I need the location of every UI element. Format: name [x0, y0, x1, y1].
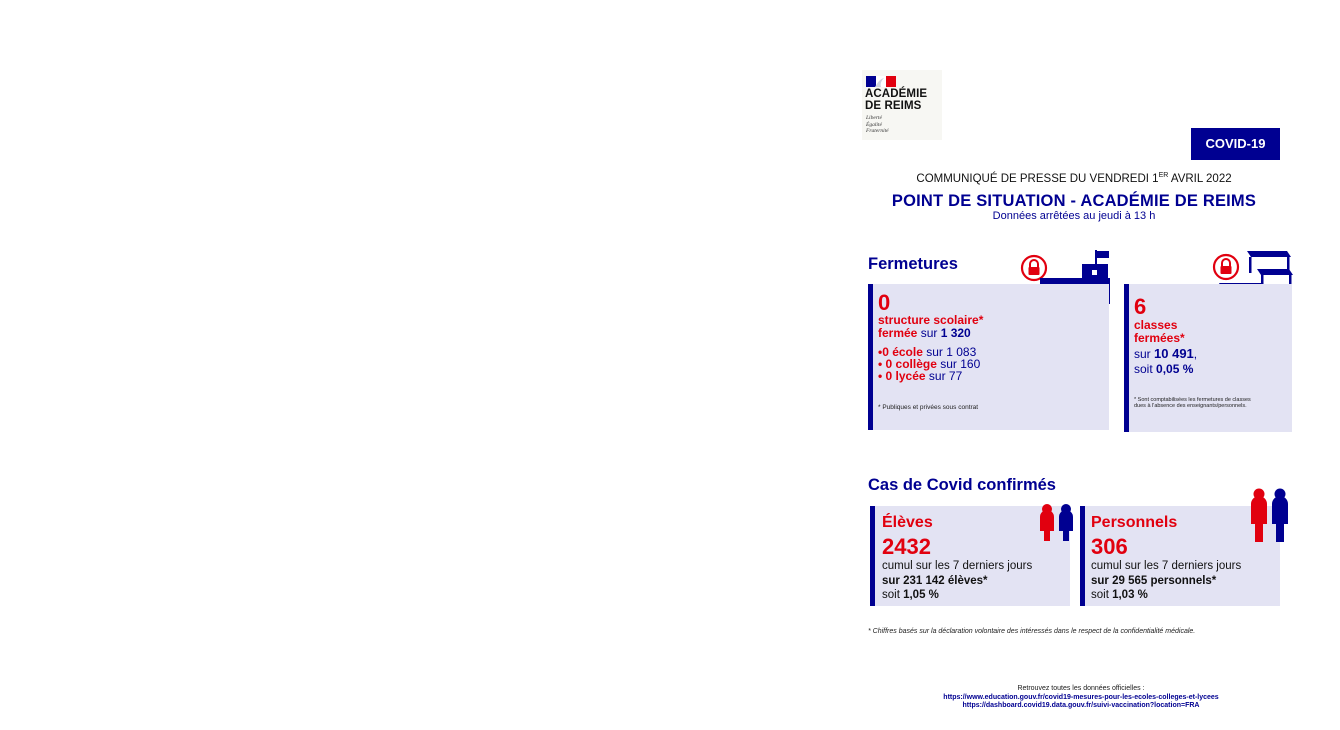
people-pair-icon — [1248, 488, 1292, 549]
footer — [900, 685, 1262, 711]
people-pair-icon — [1037, 503, 1077, 548]
confidentiality-footnote: * Chiffres basés sur la déclaration volontaire des intéressés dans le respect de la confidentialité médicale. — [868, 628, 1196, 635]
classes-note: * Sont comptabilisées les fermetures de classes dues à l'absence des enseignants/personnels. — [1134, 397, 1251, 409]
personnels-label: Personnels — [1091, 514, 1178, 531]
structures-label: structure scolaire* fermée sur 1 320 — [878, 313, 984, 340]
structures-breakdown — [878, 346, 1103, 382]
academie-logo — [862, 70, 942, 140]
personnels-count: 306 — [1091, 534, 1128, 559]
footer-link-education[interactable]: https://www.education.gouv.fr/covid19-mesures-pour-les-ecoles-colleges-et-lycees — [943, 693, 1219, 701]
eleves-card — [870, 506, 1070, 606]
eleves-details: cumul sur les 7 derniers jours sur 231 142 élèves* soit 1,05 % — [882, 560, 1033, 601]
fermetures-title: Fermetures — [868, 255, 958, 273]
footer-intro: Retrouvez toutes les données officielles : — [1017, 685, 1145, 692]
page-title: POINT DE SITUATION - ACADÉMIE DE REIMS — [891, 192, 1257, 210]
list-item: • 0 collège sur 160 — [878, 357, 981, 371]
personnels-details: cumul sur les 7 derniers jours sur 29 565 personnels* soit 1,03 % — [1091, 560, 1242, 601]
republique-flag-icon — [866, 74, 896, 85]
cas-covid-title: Cas de Covid confirmés — [868, 476, 1056, 494]
padlock-icon — [1022, 256, 1046, 280]
structures-count: 0 — [878, 290, 891, 315]
classes-total: sur 10 491, soit 0,05 % — [1134, 346, 1198, 376]
press-release-date: COMMUNIQUÉ DE PRESSE DU VENDREDI 1ER AVRIL 2022 — [916, 172, 1232, 185]
list-item: •0 école sur 1 083 — [878, 345, 977, 359]
covid-badge: COVID-19 — [1191, 128, 1280, 160]
list-item: • 0 lycée sur 77 — [878, 369, 963, 383]
classes-card — [1124, 284, 1292, 432]
logo-name: ACADÉMIE DE REIMS — [865, 88, 928, 112]
personnels-card — [1080, 506, 1280, 606]
structures-note: * Publiques et privées sous contrat — [878, 404, 979, 411]
classes-count: 6 — [1134, 294, 1147, 319]
footer-link-dashboard[interactable]: https://dashboard.covid19.data.gouv.fr/suivi-vaccination?location=FRA — [962, 702, 1200, 709]
padlock-icon — [1214, 255, 1238, 279]
logo-motto: Liberté Égalité Fraternité — [866, 115, 889, 134]
eleves-count: 2432 — [882, 534, 931, 559]
eleves-label: Élèves — [882, 514, 933, 531]
classes-label: classes fermées* — [1134, 318, 1185, 345]
page-subtitle: Données arrêtées au jeudi à 13 h — [992, 210, 1156, 222]
structures-card — [868, 284, 1109, 430]
